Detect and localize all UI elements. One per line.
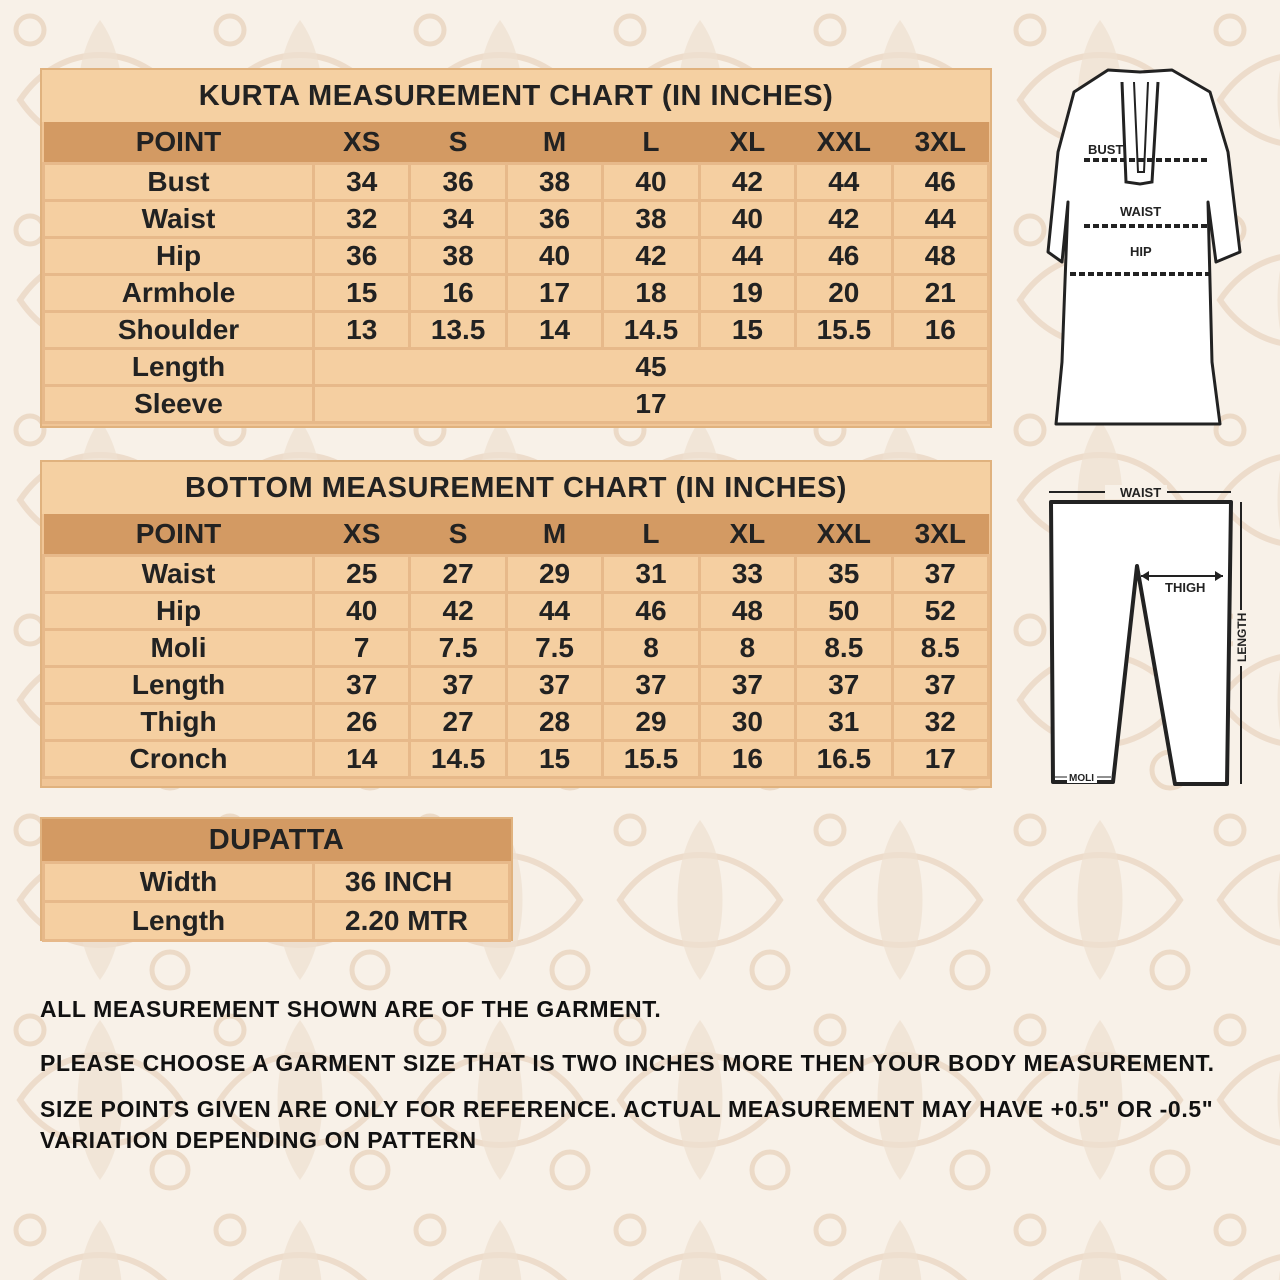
waist-label: WAIST xyxy=(1120,485,1162,500)
row-label: Waist xyxy=(44,556,314,593)
size-header: 3XL xyxy=(892,514,988,556)
row-label: Moli xyxy=(44,630,314,667)
table-row xyxy=(44,275,989,312)
hip-label: HIP xyxy=(1130,244,1152,259)
table-row xyxy=(44,201,989,238)
cell: 14.5 xyxy=(410,741,506,778)
cell: 34 xyxy=(314,164,410,201)
cell: 50 xyxy=(796,593,892,630)
cell: 40 xyxy=(314,593,410,630)
dupatta-chart xyxy=(40,817,513,941)
cell: 42 xyxy=(410,593,506,630)
cell: 38 xyxy=(506,164,602,201)
table-row xyxy=(44,630,989,667)
row-label: Sleeve xyxy=(44,386,314,423)
cell: 15 xyxy=(506,741,602,778)
cell: 35 xyxy=(796,556,892,593)
cell: 37 xyxy=(796,667,892,704)
size-header: S xyxy=(410,122,506,164)
size-header: XS xyxy=(314,514,410,556)
cell: 17 xyxy=(506,275,602,312)
cell: 17 xyxy=(892,741,988,778)
size-header: M xyxy=(506,514,602,556)
cell: 7 xyxy=(314,630,410,667)
cell: 18 xyxy=(603,275,699,312)
note-2: PLEASE CHOOSE A GARMENT SIZE THAT IS TWO INCHES MORE THEN YOUR BODY MEASUREMENT. xyxy=(40,1050,1215,1076)
size-header: XXL xyxy=(796,514,892,556)
cell: 38 xyxy=(603,201,699,238)
cell: 31 xyxy=(796,704,892,741)
cell: 14 xyxy=(506,312,602,349)
cell: 37 xyxy=(314,667,410,704)
cell: 29 xyxy=(603,704,699,741)
cell: 15.5 xyxy=(603,741,699,778)
cell: 14 xyxy=(314,741,410,778)
table-row xyxy=(44,704,989,741)
row-label: Length xyxy=(44,349,314,386)
row-label: Bust xyxy=(44,164,314,201)
cell: 44 xyxy=(892,201,988,238)
cell: 33 xyxy=(699,556,795,593)
cell: 8 xyxy=(699,630,795,667)
table-row xyxy=(44,238,989,275)
table-row xyxy=(44,667,989,704)
length-value: 45 xyxy=(314,349,989,386)
cell: 40 xyxy=(699,201,795,238)
row-label: Cronch xyxy=(44,741,314,778)
moli-label: MOLI xyxy=(1069,773,1094,784)
cell: 44 xyxy=(796,164,892,201)
cell: 37 xyxy=(506,667,602,704)
pant-outline xyxy=(1051,502,1231,784)
note-1: ALL MEASUREMENT SHOWN ARE OF THE GARMENT. xyxy=(40,996,662,1022)
cell: 15 xyxy=(314,275,410,312)
cell: 40 xyxy=(603,164,699,201)
cell: 42 xyxy=(699,164,795,201)
cell: 42 xyxy=(603,238,699,275)
point-header: POINT xyxy=(44,122,314,164)
row-label: Armhole xyxy=(44,275,314,312)
cell: 38 xyxy=(410,238,506,275)
cell: 31 xyxy=(603,556,699,593)
cell: 8.5 xyxy=(892,630,988,667)
row-label: Waist xyxy=(44,201,314,238)
cell: 14.5 xyxy=(603,312,699,349)
cell: 46 xyxy=(796,238,892,275)
cell: 36 INCH xyxy=(314,863,510,902)
cell: 37 xyxy=(603,667,699,704)
bottom-chart-title: BOTTOM MEASUREMENT CHART (IN INCHES) xyxy=(42,462,990,514)
table-row xyxy=(44,164,989,201)
table-row xyxy=(44,593,989,630)
row-label: Shoulder xyxy=(44,312,314,349)
cell: 16 xyxy=(410,275,506,312)
cell: 46 xyxy=(603,593,699,630)
cell: 16.5 xyxy=(796,741,892,778)
dupatta-title: DUPATTA xyxy=(42,819,511,861)
cell: 37 xyxy=(892,556,988,593)
cell: 7.5 xyxy=(410,630,506,667)
cell: 44 xyxy=(506,593,602,630)
cell: 15 xyxy=(699,312,795,349)
bust-label: BUST xyxy=(1088,142,1124,157)
cell: 25 xyxy=(314,556,410,593)
size-header: L xyxy=(603,514,699,556)
cell: 37 xyxy=(699,667,795,704)
size-header: L xyxy=(603,122,699,164)
point-header: POINT xyxy=(44,514,314,556)
size-header: XXL xyxy=(796,122,892,164)
size-header: M xyxy=(506,122,602,164)
size-header: XS xyxy=(314,122,410,164)
kurta-header-row xyxy=(44,122,989,164)
size-header: S xyxy=(410,514,506,556)
row-label: Hip xyxy=(44,238,314,275)
row-label: Length xyxy=(44,902,314,941)
cell: 32 xyxy=(892,704,988,741)
cell: 52 xyxy=(892,593,988,630)
cell: 19 xyxy=(699,275,795,312)
cell: 7.5 xyxy=(506,630,602,667)
waist-label: WAIST xyxy=(1120,204,1162,219)
cell: 36 xyxy=(506,201,602,238)
row-label: Hip xyxy=(44,593,314,630)
table-row xyxy=(44,902,510,941)
cell: 30 xyxy=(699,704,795,741)
cell: 36 xyxy=(410,164,506,201)
cell: 2.20 MTR xyxy=(314,902,510,941)
cell: 21 xyxy=(892,275,988,312)
table-row xyxy=(44,386,989,423)
dupatta-table xyxy=(42,861,511,942)
cell: 13.5 xyxy=(410,312,506,349)
kurta-table xyxy=(42,122,990,424)
row-label: Length xyxy=(44,667,314,704)
table-row xyxy=(44,741,989,778)
cell: 36 xyxy=(314,238,410,275)
kurta-diagram xyxy=(1040,62,1250,434)
row-label: Thigh xyxy=(44,704,314,741)
cell: 48 xyxy=(699,593,795,630)
cell: 40 xyxy=(506,238,602,275)
cell: 37 xyxy=(892,667,988,704)
cell: 27 xyxy=(410,704,506,741)
cell: 15.5 xyxy=(796,312,892,349)
cell: 26 xyxy=(314,704,410,741)
bottom-table xyxy=(42,514,990,779)
kurta-chart-title: KURTA MEASUREMENT CHART (IN INCHES) xyxy=(42,70,990,122)
cell: 37 xyxy=(410,667,506,704)
table-row xyxy=(44,312,989,349)
thigh-label: THIGH xyxy=(1165,580,1206,595)
size-header: XL xyxy=(699,514,795,556)
cell: 27 xyxy=(410,556,506,593)
cell: 8 xyxy=(603,630,699,667)
kurta-chart xyxy=(40,68,992,428)
bottom-header-row xyxy=(44,514,989,556)
bottom-diagram xyxy=(1045,482,1255,792)
row-label: Width xyxy=(44,863,314,902)
note-3: SIZE POINTS GIVEN ARE ONLY FOR REFERENCE. ACTUAL MEASUREMENT MAY HAVE +0.5" OR -0.5" VARIATION DEPENDING ON PATTERN xyxy=(40,1096,1214,1153)
cell: 46 xyxy=(892,164,988,201)
sleeve-value: 17 xyxy=(314,386,989,423)
table-row xyxy=(44,556,989,593)
cell: 32 xyxy=(314,201,410,238)
table-row xyxy=(44,863,510,902)
cell: 29 xyxy=(506,556,602,593)
size-header: XL xyxy=(699,122,795,164)
bottom-chart xyxy=(40,460,992,788)
cell: 13 xyxy=(314,312,410,349)
table-row xyxy=(44,349,989,386)
cell: 16 xyxy=(892,312,988,349)
cell: 20 xyxy=(796,275,892,312)
cell: 8.5 xyxy=(796,630,892,667)
cell: 44 xyxy=(699,238,795,275)
cell: 48 xyxy=(892,238,988,275)
cell: 34 xyxy=(410,201,506,238)
length-label: LENGTH xyxy=(1235,612,1249,662)
cell: 28 xyxy=(506,704,602,741)
cell: 16 xyxy=(699,741,795,778)
size-header: 3XL xyxy=(892,122,988,164)
cell: 42 xyxy=(796,201,892,238)
